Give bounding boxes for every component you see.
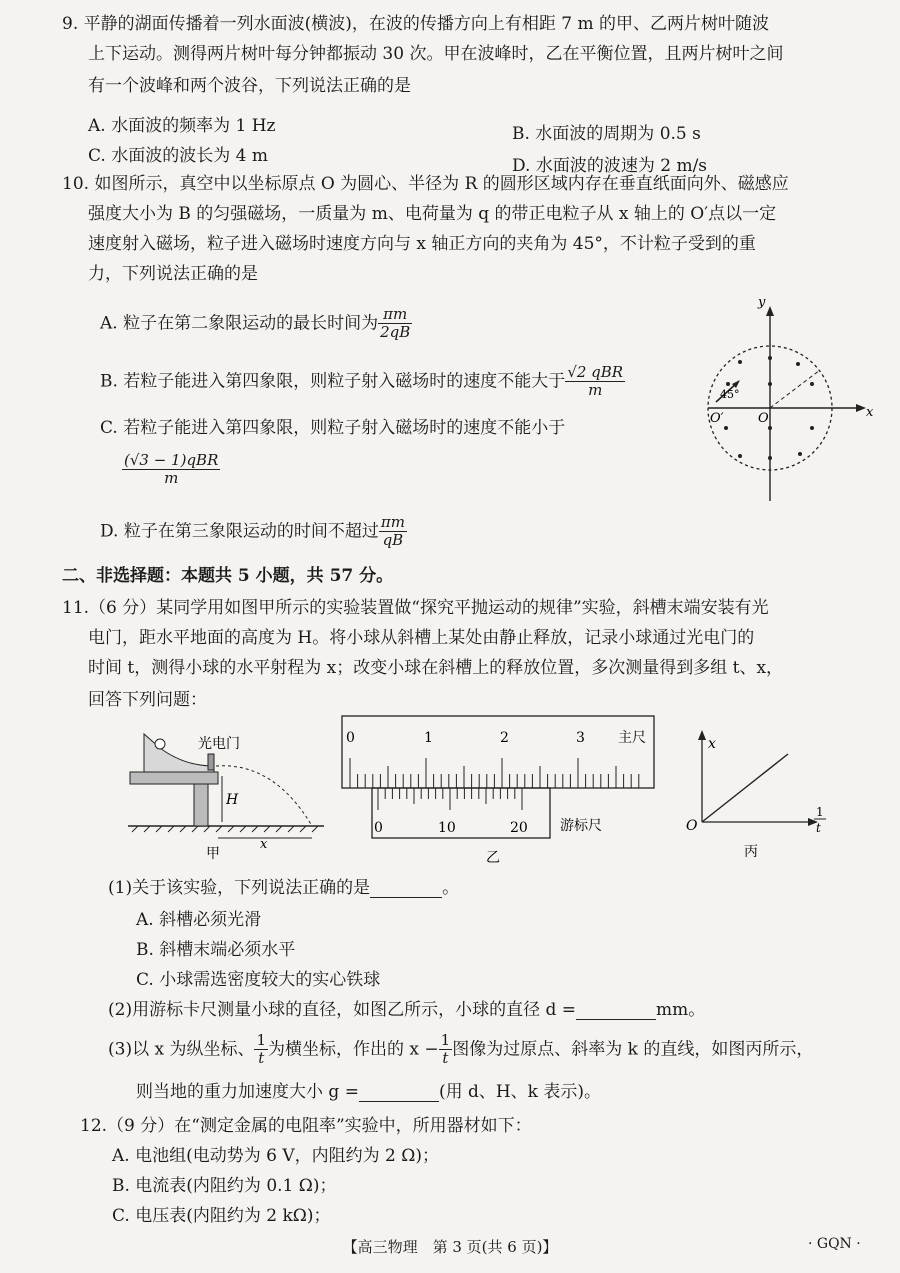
q11-sub2-text: (2)用游标卡尺测量小球的直径，如图乙所示，小球的直径 d = bbox=[108, 1000, 577, 1020]
q11-sub3-text-a: (3)以 x 为纵坐标、 bbox=[108, 1039, 255, 1060]
q11-sub1-text: (1)关于该实验，下列说法正确的是 bbox=[108, 878, 371, 898]
y-axis-label: y bbox=[758, 296, 766, 310]
graph-line bbox=[702, 754, 788, 822]
q10-line2: 强度大小为 B 的匀强磁场，一质量为 m、电荷量为 q 的带正电粒子从 x 轴上的 O′点以一定 bbox=[88, 204, 777, 224]
section-2-heading: 二、非选择题：本题共 5 小题，共 57 分。 bbox=[62, 566, 394, 586]
q12-line1: 12.（9 分）在“测定金属的电阻率”实验中，所用器材如下： bbox=[80, 1116, 532, 1136]
q11-sub3-text-b: 为横坐标，作出的 x − bbox=[268, 1039, 439, 1060]
vernier-tick-label: 20 bbox=[510, 820, 528, 836]
q12-option-c: C. 电压表(内阻约为 2 kΩ)； bbox=[112, 1206, 331, 1226]
q10-magnetic-field-figure bbox=[700, 296, 880, 506]
q11-figure-vernier bbox=[338, 712, 658, 872]
inverse-t-fraction bbox=[439, 1032, 453, 1068]
figure-caption-bing: 丙 bbox=[744, 844, 758, 860]
frac-num: πm bbox=[380, 513, 405, 531]
answer-blank[interactable] bbox=[370, 897, 442, 898]
q11-sub1-option-a: A. 斜槽必须光滑 bbox=[136, 910, 262, 930]
q11-line4: 回答下列问题： bbox=[88, 690, 207, 710]
q11-sub1-end: 。 bbox=[442, 878, 460, 898]
q10-option-c-fraction bbox=[122, 452, 220, 488]
q11-sub3-line2 bbox=[136, 1082, 601, 1102]
q9-line3: 有一个波峰和两个波谷，下列说法正确的是 bbox=[88, 76, 411, 96]
q11-figure-graph bbox=[678, 724, 838, 864]
y-axis-arrow bbox=[766, 306, 774, 316]
q10-option-d-text: D. 粒子在第三象限运动的时间不超过 bbox=[100, 521, 379, 542]
answer-blank[interactable] bbox=[576, 1019, 656, 1020]
vernier-tick-label: 0 bbox=[374, 820, 383, 836]
q11-line2: 电门，距水平地面的高度为 H。将小球从斜槽上某处由静止释放，记录小球通过光电门的 bbox=[88, 628, 755, 648]
frac-den: t bbox=[442, 1049, 449, 1068]
graph-y-label: x bbox=[708, 736, 716, 752]
x-axis-label: x bbox=[866, 405, 874, 420]
main-tick-label: 1 bbox=[424, 730, 433, 746]
radius-line bbox=[770, 370, 820, 408]
q10-option-a-fraction bbox=[378, 306, 412, 342]
frac-num: πm bbox=[378, 306, 412, 324]
q10-option-c: C. 若粒子能进入第四象限，则粒子射入磁场时的速度不能小于 bbox=[100, 418, 566, 438]
paper-code: · GQN · bbox=[808, 1236, 861, 1252]
q10-line1: 10. 如图所示，真空中以坐标原点 O 为圆心、半径为 R 的圆形区域内存在垂直纸面向外、磁感应 bbox=[62, 174, 789, 194]
q11-sub3-line2-text: 则当地的重力加速度大小 g = bbox=[136, 1082, 359, 1102]
q11-sub3 bbox=[108, 1032, 813, 1068]
page-footer: 【高三物理 第 3 页(共 6 页)】 bbox=[342, 1238, 558, 1256]
q10-option-d-fraction bbox=[379, 514, 407, 550]
q10-option-d bbox=[100, 514, 407, 550]
graph-origin-label: O bbox=[686, 818, 698, 834]
q9-option-c: C. 水面波的波长为 4 m bbox=[88, 146, 268, 166]
vernier-scale-ticks bbox=[378, 788, 522, 810]
q10-line3: 速度射入磁场，粒子进入磁场时速度方向与 x 轴正方向的夹角为 45°，不计粒子受到的重 bbox=[88, 234, 756, 254]
q10-option-a-text: A. 粒子在第二象限运动的最长时间为 bbox=[100, 313, 379, 334]
q10-line4: 力，下列说法正确的是 bbox=[88, 264, 258, 284]
graph-x-label-den: t bbox=[816, 821, 821, 835]
frac-den: t bbox=[258, 1049, 265, 1068]
q10-option-a bbox=[100, 306, 412, 342]
q11-line1: 11.（6 分）某同学用如图甲所示的实验装置做“探究平抛运动的规律”实验，斜槽末端安装有光 bbox=[62, 598, 769, 618]
main-tick-label: 2 bbox=[500, 730, 509, 746]
figure-caption-yi: 乙 bbox=[486, 850, 500, 866]
frac-num: (√3 − 1)qBR bbox=[124, 451, 219, 469]
vernier-scale-label: 游标尺 bbox=[560, 818, 602, 834]
q9-line1: 9. 平静的湖面传播着一列水面波(横波)，在波的传播方向上有相距 7 m 的甲、乙两片树叶随波 bbox=[62, 14, 770, 34]
origin-label: O bbox=[758, 411, 769, 426]
q9-option-a: A. 水面波的频率为 1 Hz bbox=[88, 116, 276, 136]
main-tick-label: 0 bbox=[346, 730, 355, 746]
answer-blank[interactable] bbox=[359, 1101, 439, 1102]
q9-option-d: D. 水面波的波速为 2 m/s bbox=[512, 156, 708, 176]
height-label: H bbox=[226, 792, 239, 808]
frac-num: 1 bbox=[256, 1031, 267, 1049]
q10-option-b-fraction bbox=[565, 364, 625, 400]
figure-caption-jia: 甲 bbox=[206, 846, 220, 862]
angle-label: 45° bbox=[720, 388, 740, 401]
main-tick-label: 3 bbox=[576, 730, 585, 746]
ground-hatch bbox=[132, 826, 318, 832]
q11-sub2 bbox=[108, 1000, 705, 1020]
q10-option-b-text: B. 若粒子能进入第四象限，则粒子射入磁场时的速度不能大于 bbox=[100, 371, 566, 392]
q11-line3: 时间 t，测得小球的水平射程为 x；改变小球在斜槽上的释放位置，多次测量得到多组 t、x， bbox=[88, 658, 784, 678]
q11-figure-apparatus bbox=[124, 718, 334, 868]
q9-line2: 上下运动。测得两片树叶每分钟都振动 30 次。甲在波峰时，乙在平衡位置，且两片树叶之间 bbox=[88, 44, 784, 64]
frac-den: m bbox=[164, 469, 179, 488]
inverse-t-fraction bbox=[254, 1032, 268, 1068]
q9-option-b: B. 水面波的周期为 0.5 s bbox=[512, 124, 701, 144]
ball bbox=[155, 739, 165, 749]
vernier-tick-label: 10 bbox=[438, 820, 456, 836]
main-scale-body bbox=[342, 716, 654, 788]
frac-den: m bbox=[588, 381, 603, 400]
q11-sub1-option-b: B. 斜槽末端必须水平 bbox=[136, 940, 296, 960]
main-scale-label: 主尺 bbox=[618, 730, 646, 746]
q10-option-b bbox=[100, 364, 625, 400]
q11-sub1-option-c: C. 小球需选密度较大的实心铁球 bbox=[136, 970, 381, 990]
photogate-label: 光电门 bbox=[198, 736, 240, 752]
q11-sub3-text-c: 图像为过原点、斜率为 k 的直线，如图丙所示， bbox=[452, 1039, 814, 1060]
table-leg bbox=[194, 784, 208, 826]
q12-option-b: B. 电流表(内阻约为 0.1 Ω)； bbox=[112, 1176, 337, 1196]
graph-x-label-num: 1 bbox=[816, 805, 824, 819]
range-label: x bbox=[260, 837, 268, 852]
table-top bbox=[130, 772, 218, 784]
q11-sub2-unit: mm。 bbox=[656, 1000, 706, 1020]
main-scale-ticks bbox=[350, 758, 639, 788]
q11-sub3-line2-end: (用 d、H、k 表示)。 bbox=[438, 1082, 602, 1102]
q12-option-a: A. 电池组(电动势为 6 V，内阻约为 2 Ω)； bbox=[112, 1146, 439, 1166]
frac-den: qB bbox=[382, 531, 404, 550]
frac-num: 1 bbox=[440, 1031, 451, 1049]
graph-y-arrow bbox=[698, 730, 706, 740]
x-axis-arrow bbox=[856, 404, 866, 412]
frac-num: √2 qBR bbox=[567, 363, 624, 381]
q11-sub1 bbox=[108, 878, 459, 898]
entry-point-label: O′ bbox=[710, 411, 724, 426]
photogate bbox=[208, 754, 214, 770]
frac-den: 2qB bbox=[380, 323, 411, 342]
